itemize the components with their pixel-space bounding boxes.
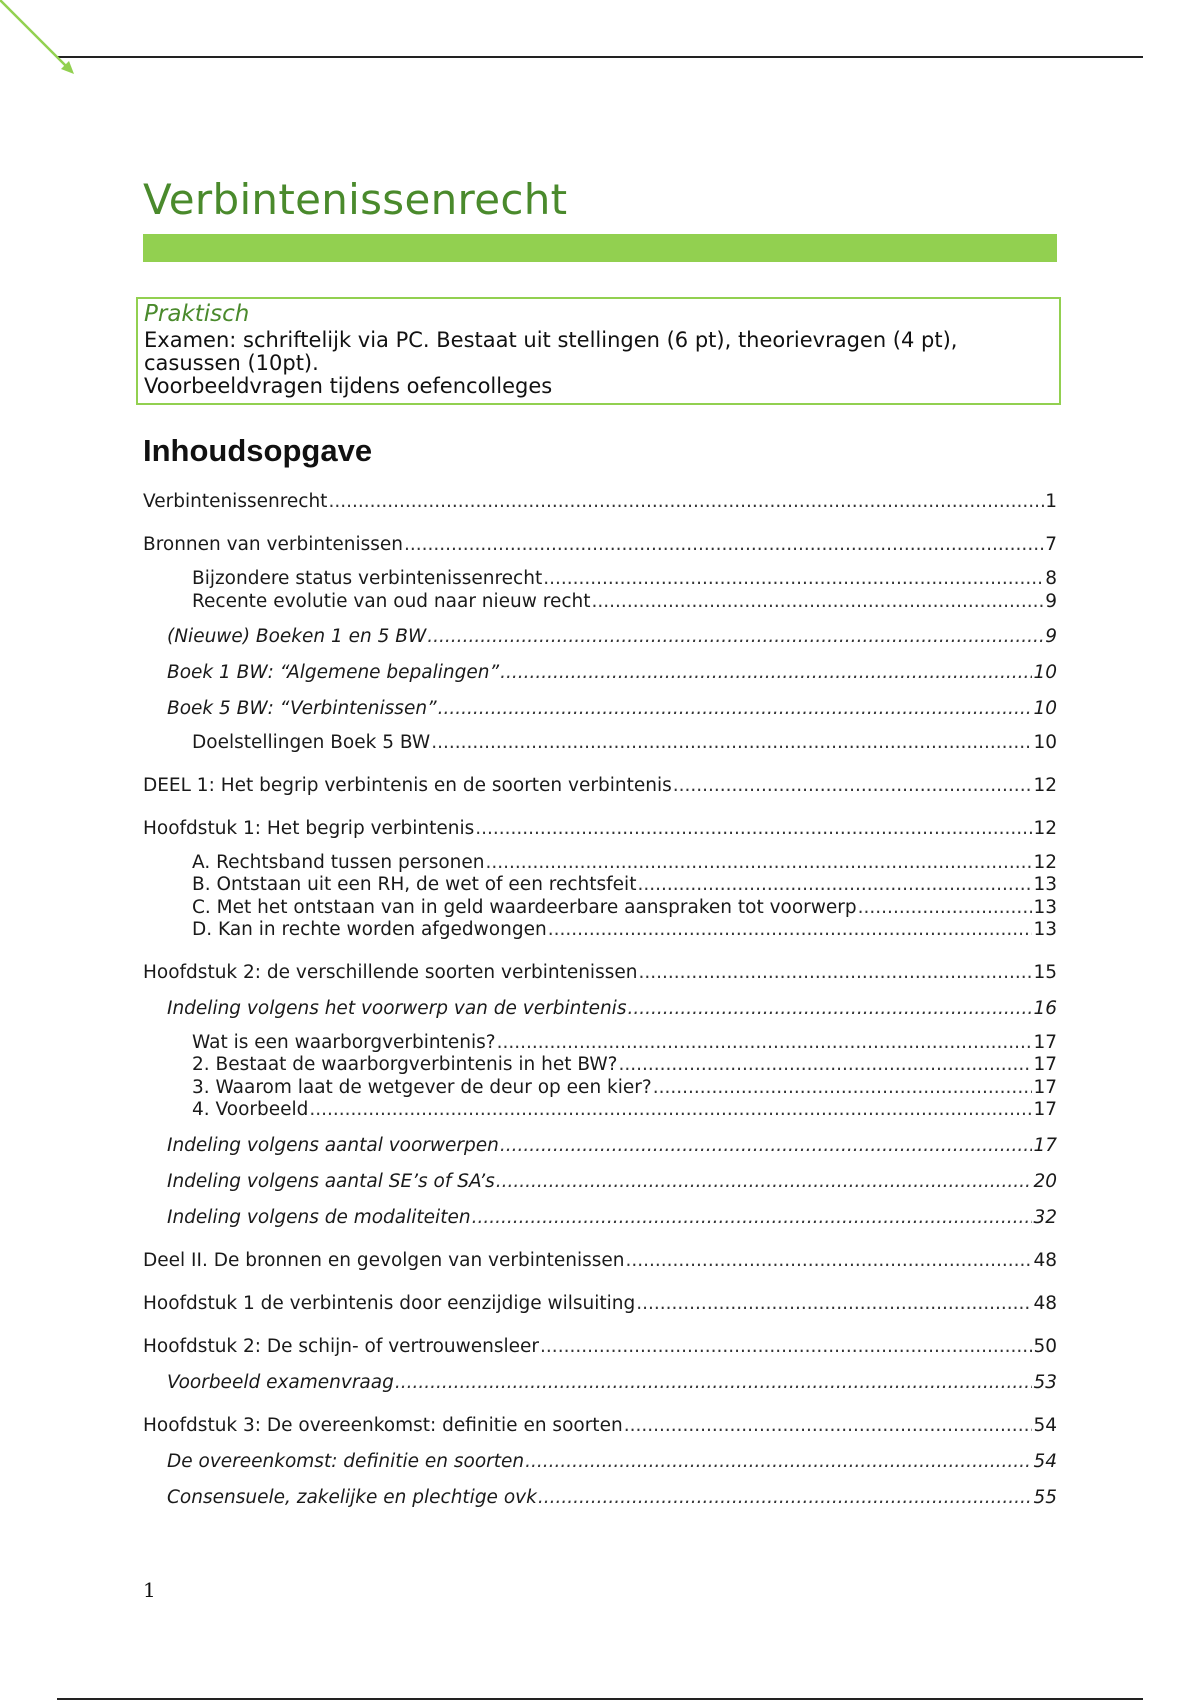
toc-entry-text: (Nieuwe) Boeken 1 en 5 BW (167, 626, 427, 647)
toc-entry[interactable] (143, 1485, 1057, 1510)
toc-entry-text: Hoofdstuk 3: De overeenkomst: definitie en soorten (143, 1414, 623, 1436)
toc-entry[interactable] (143, 1414, 1057, 1438)
toc-entry-page: 17 (1033, 1134, 1057, 1156)
toc-entry-page: 7 (1045, 534, 1057, 555)
toc-dot-leader (500, 1133, 1033, 1158)
toc-entry-page: 13 (1033, 919, 1057, 940)
toc-dot-leader (431, 732, 1032, 755)
toc-entry-page: 9 (1045, 626, 1057, 647)
toc-dot-leader (637, 874, 1032, 897)
toc-entry[interactable] (143, 1032, 1057, 1055)
toc-entry[interactable] (143, 1335, 1057, 1359)
toc-entry-text: Recente evolutie van oud naar nieuw recht (192, 590, 591, 612)
praktisch-line: casussen (10pt). (144, 351, 319, 375)
toc-dot-leader (540, 1335, 1032, 1359)
toc-dot-leader (592, 591, 1045, 614)
toc-dot-leader (619, 1054, 1033, 1077)
toc-dot-leader (627, 996, 1032, 1021)
toc-entry[interactable] (143, 490, 1057, 514)
toc-dot-leader (475, 817, 1032, 841)
table-of-contents (143, 490, 1057, 1510)
toc-entry-page: 13 (1033, 896, 1057, 918)
toc-dot-leader (328, 490, 1044, 514)
toc-entry-text: Wat is een waarborgverbintenis? (192, 1031, 496, 1053)
toc-entry-page: 13 (1033, 874, 1057, 895)
toc-entry-text: Indeling volgens de modaliteiten (167, 1206, 471, 1228)
toc-entry-page: 50 (1033, 1335, 1057, 1357)
toc-dot-leader (543, 568, 1044, 591)
toc-entry-text: Indeling volgens het voorwerp van de verbintenis (167, 997, 627, 1019)
toc-entry[interactable] (143, 1449, 1057, 1474)
toc-dot-leader (309, 1099, 1032, 1122)
toc-entry-text: Consensuele, zakelijke en plechtige ovk (167, 1486, 537, 1508)
toc-entry-page: 17 (1033, 1031, 1057, 1053)
toc-dot-leader (858, 897, 1033, 920)
toc-entry[interactable] (143, 1370, 1057, 1395)
toc-entry-page: 1 (1045, 491, 1057, 512)
toc-entry-page: 12 (1033, 851, 1057, 873)
toc-dot-leader (673, 774, 1033, 798)
toc-entry-page: 48 (1033, 1292, 1057, 1314)
toc-entry-text: Hoofdstuk 2: De schijn- of vertrouwensleer (143, 1335, 540, 1357)
toc-entry-text: Indeling volgens aantal SE’s of SA’s (167, 1170, 495, 1192)
toc-entry-text: D. Kan in rechte worden afgedwongen (192, 919, 547, 940)
toc-entry[interactable] (143, 591, 1057, 614)
toc-entry-text: 3. Waarom laat de wetgever de deur op een kier? (192, 1076, 652, 1098)
toc-entry-text: C. Met het ontstaan van in geld waardeerbare aanspraken tot voorwerp (192, 896, 857, 918)
corner-arrow-icon (0, 0, 80, 80)
toc-entry-text: DEEL 1: Het begrip verbintenis en de soorten verbintenis (143, 774, 672, 796)
toc-entry[interactable] (143, 533, 1057, 557)
toc-entry[interactable] (143, 732, 1057, 755)
toc-entry-page: 16 (1033, 997, 1057, 1019)
toc-heading: Inhoudsopgave (143, 433, 373, 468)
toc-entry[interactable] (143, 919, 1057, 942)
toc-dot-leader (636, 1292, 1032, 1316)
toc-dot-leader (638, 961, 1032, 985)
toc-entry-page: 15 (1033, 961, 1057, 983)
toc-entry-page: 12 (1033, 774, 1057, 796)
toc-entry-page: 10 (1033, 732, 1057, 753)
toc-entry[interactable] (143, 1169, 1057, 1194)
toc-entry[interactable] (143, 774, 1057, 798)
toc-entry-page: 10 (1033, 662, 1057, 683)
toc-dot-leader (496, 1169, 1033, 1194)
toc-dot-leader (624, 1414, 1033, 1438)
toc-dot-leader (538, 1485, 1033, 1510)
toc-entry-page: 54 (1033, 1414, 1057, 1436)
toc-entry-page: 55 (1033, 1486, 1057, 1508)
praktisch-box (136, 297, 1061, 405)
toc-entry-page: 20 (1033, 1170, 1057, 1192)
toc-entry-text: Verbintenissenrecht (143, 491, 328, 512)
toc-entry-page: 17 (1033, 1054, 1057, 1075)
toc-entry-page: 8 (1045, 568, 1057, 589)
toc-entry-page: 9 (1045, 590, 1057, 612)
toc-entry-text: Boek 5 BW: “Verbintenissen” (167, 698, 437, 719)
toc-entry-text: De overeenkomst: definitie en soorten (167, 1450, 525, 1472)
toc-entry-page: 54 (1033, 1450, 1057, 1472)
toc-entry-page: 10 (1033, 698, 1057, 719)
toc-dot-leader (625, 1249, 1032, 1273)
toc-dot-leader (497, 1032, 1033, 1055)
toc-entry-text: B. Ontstaan uit een RH, de wet of een rechtsfeit (192, 874, 637, 895)
toc-entry[interactable] (143, 1249, 1057, 1273)
toc-entry-page: 17 (1033, 1099, 1057, 1120)
toc-entry-text: Doelstellingen Boek 5 BW (192, 732, 431, 753)
toc-entry[interactable] (143, 1077, 1057, 1100)
toc-entry[interactable] (143, 1292, 1057, 1316)
toc-entry-page: 53 (1033, 1371, 1057, 1393)
toc-dot-leader (548, 919, 1033, 942)
toc-entry-text: Bijzondere status verbintenissenrecht (192, 568, 543, 589)
toc-entry-text: Indeling volgens aantal voorwerpen (167, 1134, 499, 1156)
toc-entry[interactable] (143, 961, 1057, 985)
toc-dot-leader (472, 1205, 1033, 1230)
toc-dot-leader (485, 852, 1032, 875)
toc-dot-leader (500, 660, 1032, 685)
toc-entry[interactable] (143, 1054, 1057, 1077)
toc-entry-text: Hoofdstuk 1 de verbintenis door eenzijdige wilsuiting (143, 1292, 636, 1314)
toc-dot-leader (395, 1370, 1033, 1395)
toc-entry[interactable] (143, 568, 1057, 591)
toc-entry-text: 2. Bestaat de waarborgverbintenis in het BW? (192, 1054, 618, 1075)
toc-entry[interactable] (143, 1133, 1057, 1158)
toc-entry-page: 12 (1033, 817, 1057, 839)
toc-entry-page: 17 (1033, 1076, 1057, 1098)
toc-entry[interactable] (143, 1099, 1057, 1122)
toc-dot-leader (438, 696, 1033, 721)
toc-entry[interactable] (143, 852, 1057, 875)
toc-entry[interactable] (143, 897, 1057, 920)
toc-entry-text: Hoofdstuk 1: Het begrip verbintenis (143, 817, 475, 839)
title-accent-bar (143, 234, 1057, 262)
toc-entry[interactable] (143, 1205, 1057, 1230)
page-header-rule (57, 56, 1143, 58)
toc-entry-text: A. Rechtsband tussen personen (192, 851, 485, 873)
toc-entry-text: 4. Voorbeeld (192, 1099, 309, 1120)
toc-dot-leader (653, 1077, 1033, 1100)
toc-entry-text: Hoofdstuk 2: de verschillende soorten verbintenissen (143, 961, 638, 983)
toc-dot-leader (404, 533, 1044, 557)
praktisch-line: Examen: schriftelijk via PC. Bestaat uit stellingen (6 pt), theorievragen (4 pt), (144, 328, 958, 352)
toc-entry-text: Deel II. De bronnen en gevolgen van verbintenissen (143, 1249, 625, 1271)
toc-entry-page: 32 (1033, 1206, 1057, 1228)
toc-dot-leader (525, 1449, 1032, 1474)
toc-entry[interactable] (143, 874, 1057, 897)
toc-entry[interactable] (143, 660, 1057, 685)
toc-entry[interactable] (143, 624, 1057, 649)
toc-entry[interactable] (143, 696, 1057, 721)
toc-entry[interactable] (143, 817, 1057, 841)
toc-entry-text: Boek 1 BW: “Algemene bepalingen” (167, 662, 500, 683)
toc-dot-leader (427, 624, 1044, 649)
toc-entry[interactable] (143, 996, 1057, 1021)
toc-entry-page: 48 (1033, 1249, 1057, 1271)
praktisch-heading: Praktisch (144, 301, 250, 327)
document-title: Verbintenissenrecht (143, 175, 568, 224)
toc-entry-text: Voorbeeld examenvraag (167, 1371, 394, 1393)
praktisch-line: Voorbeeldvragen tijdens oefencolleges (144, 374, 553, 398)
page-number: 1 (143, 1578, 156, 1602)
toc-entry-text: Bronnen van verbintenissen (143, 534, 403, 555)
